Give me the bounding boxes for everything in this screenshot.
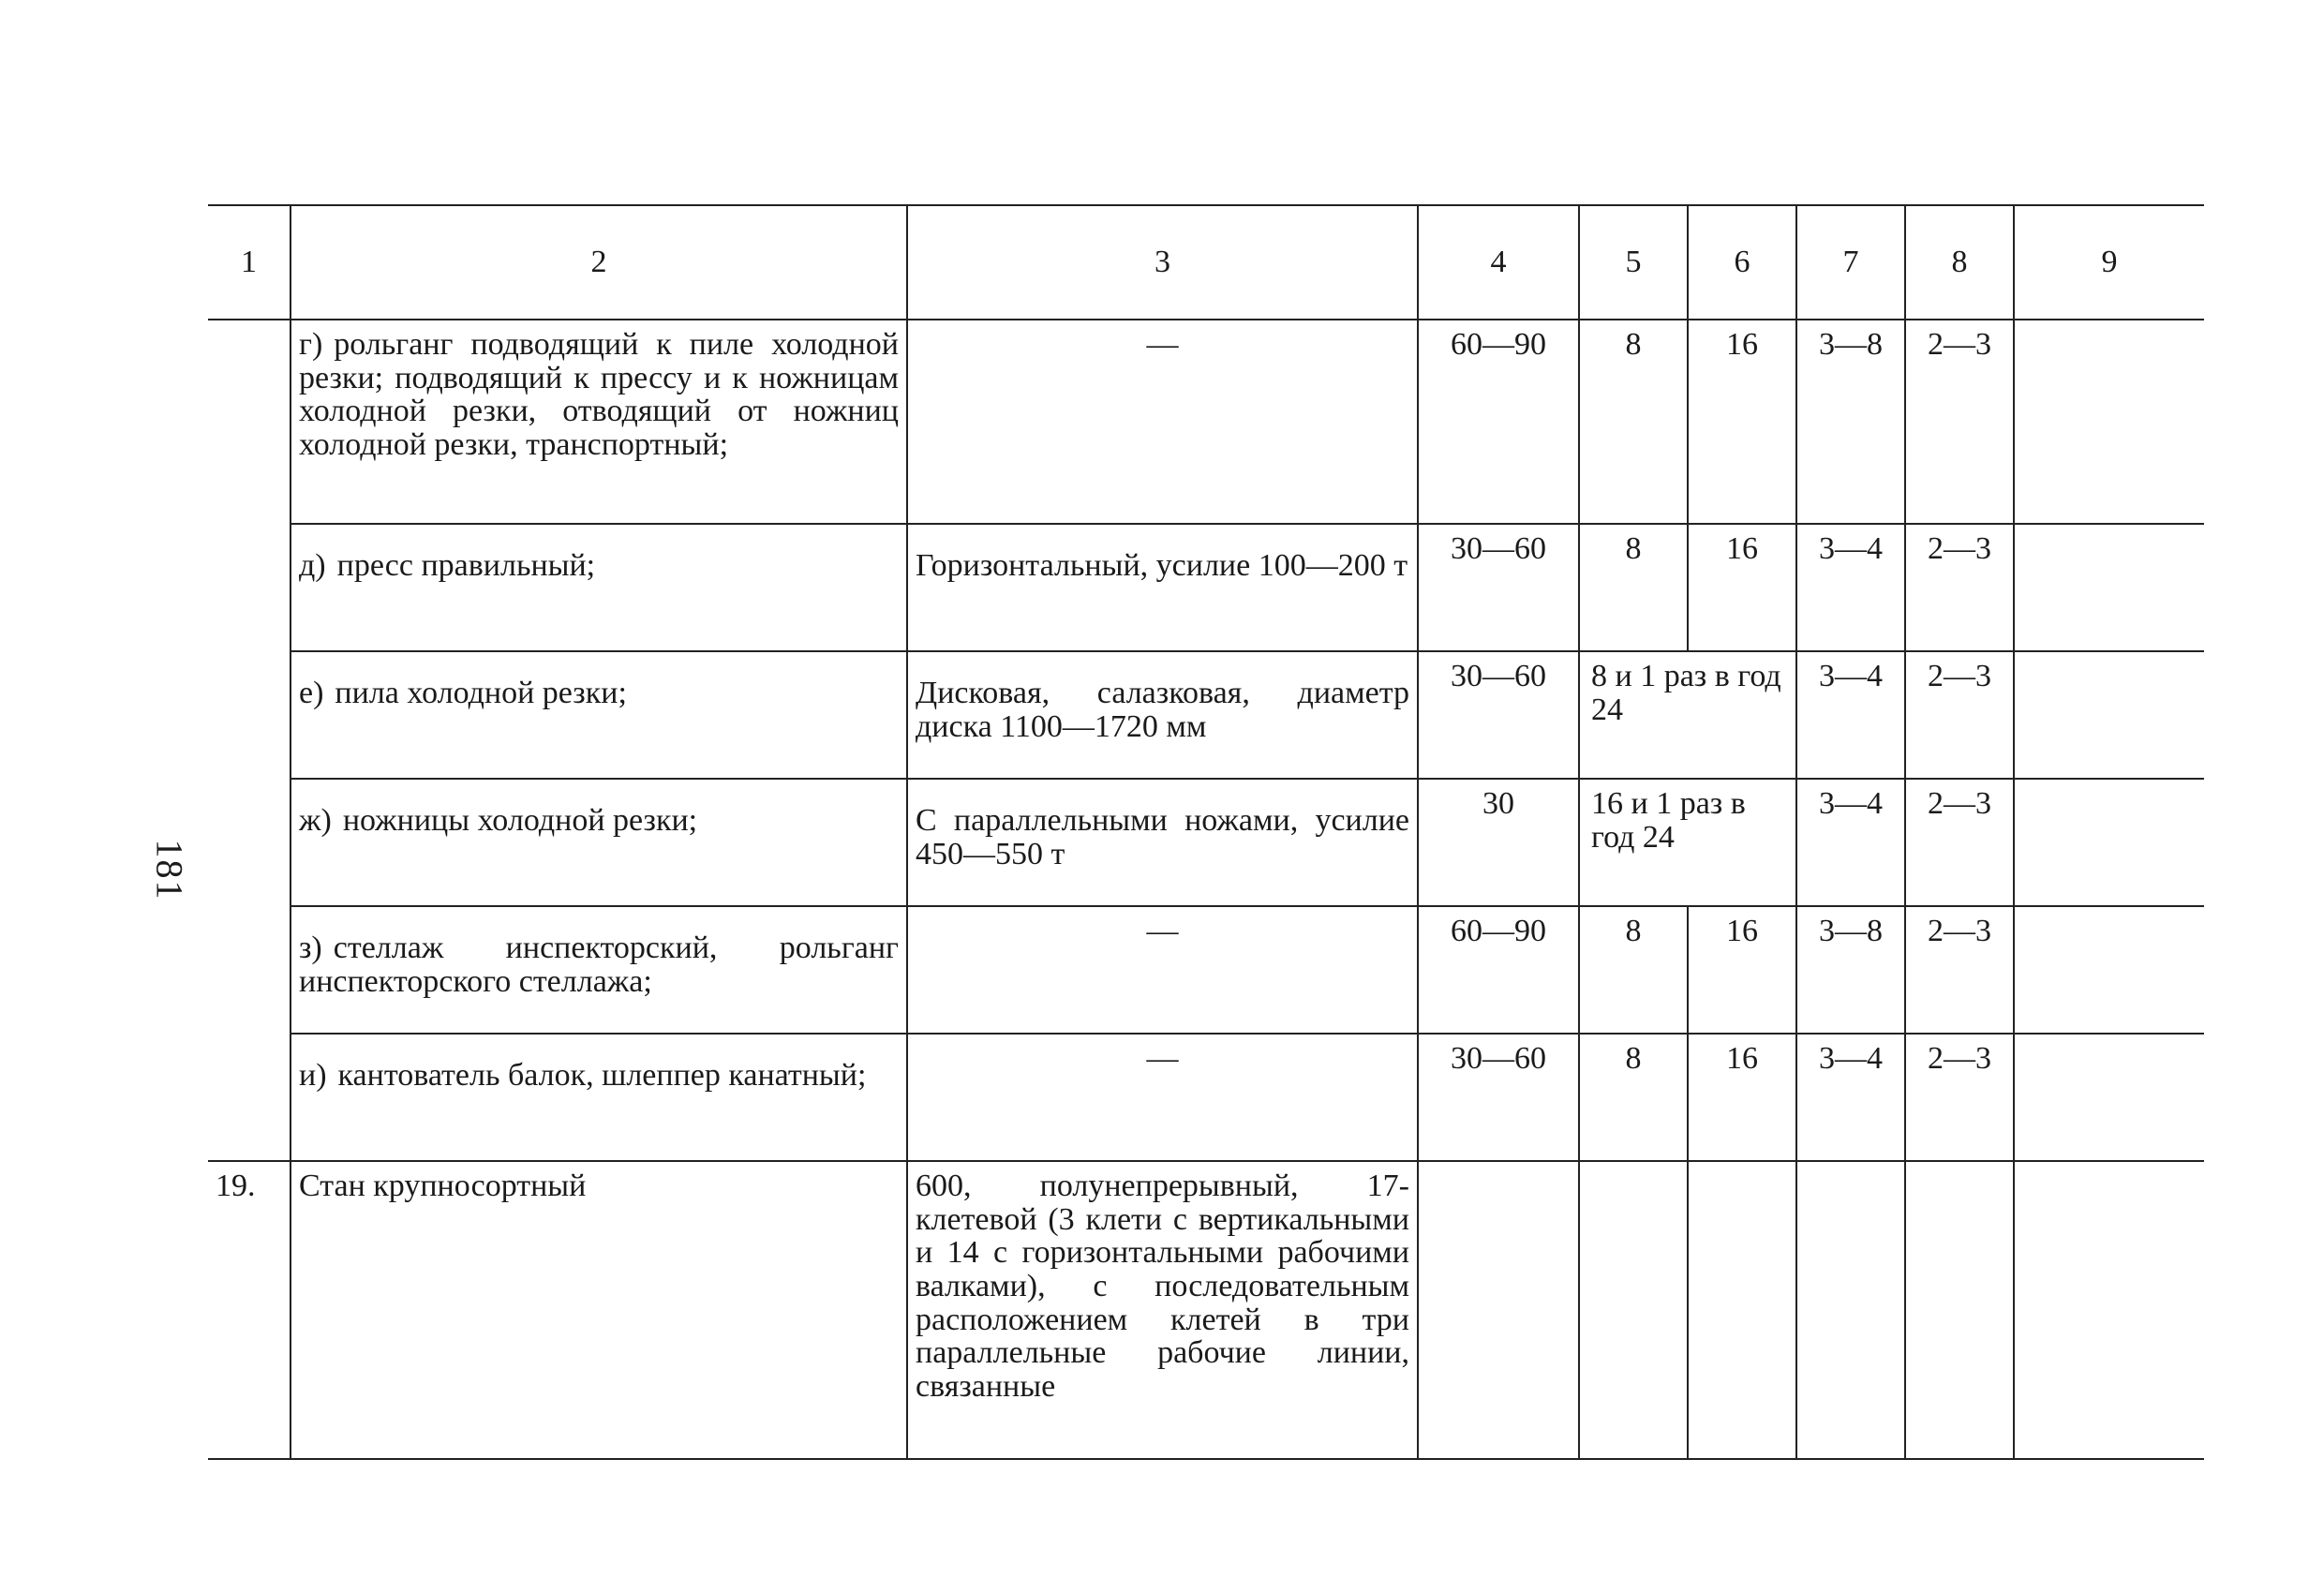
equipment-name-cell [290, 1034, 907, 1161]
equipment-name: пила холодной резки; [335, 676, 627, 710]
equipment-name-cell [290, 779, 907, 906]
row-number-cell [208, 320, 290, 524]
column-8-value: 2—3 [1905, 651, 2014, 779]
column-8-value: 2—3 [1905, 906, 2014, 1034]
column-4-value: 30 [1418, 779, 1579, 906]
column-9-value [2014, 1034, 2204, 1161]
equipment-name: Стан крупносортный [290, 1161, 907, 1459]
column-header-4: 4 [1418, 205, 1579, 320]
equipment-name-cell [290, 320, 907, 524]
column-6-value: 16 [1688, 1034, 1796, 1161]
row-number-cell [208, 906, 290, 1034]
column-4-value: 60—90 [1418, 906, 1579, 1034]
column-9-value [2014, 779, 2204, 906]
column-7-value: 3—8 [1796, 906, 1905, 1034]
column-8-value: 2—3 [1905, 320, 2014, 524]
column-9-value [2014, 651, 2204, 779]
column-header-8: 8 [1905, 205, 2014, 320]
item-marker: и) [299, 1058, 327, 1093]
column-6-value: 16 [1688, 320, 1796, 524]
equipment-name: кантователь балок, шлеппер канатный; [337, 1058, 867, 1093]
column-5-value: 8 [1579, 524, 1688, 651]
column-8-value [1905, 1161, 2014, 1459]
table-row [208, 320, 2204, 524]
table-row-main [208, 1161, 2204, 1459]
spec-cell: — [907, 1034, 1418, 1161]
column-7-value: 3—4 [1796, 1034, 1905, 1161]
column-6-value: 16 [1688, 524, 1796, 651]
row-number-cell [208, 779, 290, 906]
equipment-name: ножницы холодной резки; [342, 803, 698, 838]
item-marker: г) [299, 327, 323, 362]
spec-cell: — [907, 906, 1418, 1034]
equipment-name: стеллаж инспекторский, рольганг инспекторского стеллажа; [299, 930, 899, 999]
column-5-value [1579, 1161, 1688, 1459]
equipment-name: рольганг подводящий к пиле холодной резки; подводящий к прессу и к ножницам холодной резки, отводящий от ножниц холодной резки, транспортный; [299, 327, 899, 463]
item-marker: ж) [299, 803, 332, 838]
table-row [208, 524, 2204, 651]
column-5-6-value: 16 и 1 раз в год 24 [1579, 779, 1796, 906]
equipment-name-cell [290, 524, 907, 651]
column-4-value [1418, 1161, 1579, 1459]
row-number-cell [208, 524, 290, 651]
column-5-6-value: 8 и 1 раз в год 24 [1579, 651, 1796, 779]
item-marker: д) [299, 548, 326, 583]
row-number-cell [208, 651, 290, 779]
spec-cell: Горизонтальный, усилие 100—200 т [907, 524, 1418, 651]
column-5-value: 8 [1579, 320, 1688, 524]
column-header-1: 1 [241, 245, 257, 280]
column-8-value: 2—3 [1905, 779, 2014, 906]
column-5-value: 8 [1579, 1034, 1688, 1161]
column-9-value [2014, 320, 2204, 524]
column-7-value: 3—4 [1796, 651, 1905, 779]
row-number-cell [208, 1034, 290, 1161]
spec-cell: С параллельными ножами, усилие 450—550 т [907, 779, 1418, 906]
table-row [208, 1034, 2204, 1161]
table-header-row [208, 205, 2204, 320]
column-7-value: 3—4 [1796, 779, 1905, 906]
column-9-value [2014, 1161, 2204, 1459]
column-5-value: 8 [1579, 906, 1688, 1034]
column-header-5: 5 [1579, 205, 1688, 320]
column-8-value: 2—3 [1905, 1034, 2014, 1161]
column-4-value: 30—60 [1418, 524, 1579, 651]
column-9-value [2014, 524, 2204, 651]
column-header-2: 2 [290, 205, 907, 320]
column-7-value: 3—8 [1796, 320, 1905, 524]
column-4-value: 30—60 [1418, 1034, 1579, 1161]
column-header-3: 3 [907, 205, 1418, 320]
column-header-9: 9 [2014, 205, 2204, 320]
item-marker: з) [299, 930, 322, 965]
column-header-6: 6 [1688, 205, 1796, 320]
column-header-7: 7 [1796, 205, 1905, 320]
column-6-value: 16 [1688, 906, 1796, 1034]
column-7-value: 3—4 [1796, 524, 1905, 651]
column-9-value [2014, 906, 2204, 1034]
equipment-name-cell [290, 906, 907, 1034]
table-row [208, 651, 2204, 779]
equipment-name: пресс правильный; [336, 548, 596, 583]
table-row [208, 779, 2204, 906]
spec-cell: 600, полунепрерывный, 17-клетевой (3 клети с вертикальными и 14 с горизонтальными рабочими валками), с последовательным расположением клетей в три параллельные рабочие линии, связанные [907, 1161, 1418, 1459]
row-number: 19. [208, 1161, 290, 1459]
column-7-value [1796, 1161, 1905, 1459]
spec-cell: Дисковая, салазковая, диаметр диска 1100—1720 мм [907, 651, 1418, 779]
column-6-value [1688, 1161, 1796, 1459]
column-4-value: 60—90 [1418, 320, 1579, 524]
table-row [208, 906, 2204, 1034]
column-8-value: 2—3 [1905, 524, 2014, 651]
column-4-value: 30—60 [1418, 651, 1579, 779]
equipment-name-cell [290, 651, 907, 779]
page-number: 181 [148, 839, 191, 901]
equipment-table [208, 204, 2204, 1460]
item-marker: е) [299, 676, 324, 710]
spec-cell: — [907, 320, 1418, 524]
